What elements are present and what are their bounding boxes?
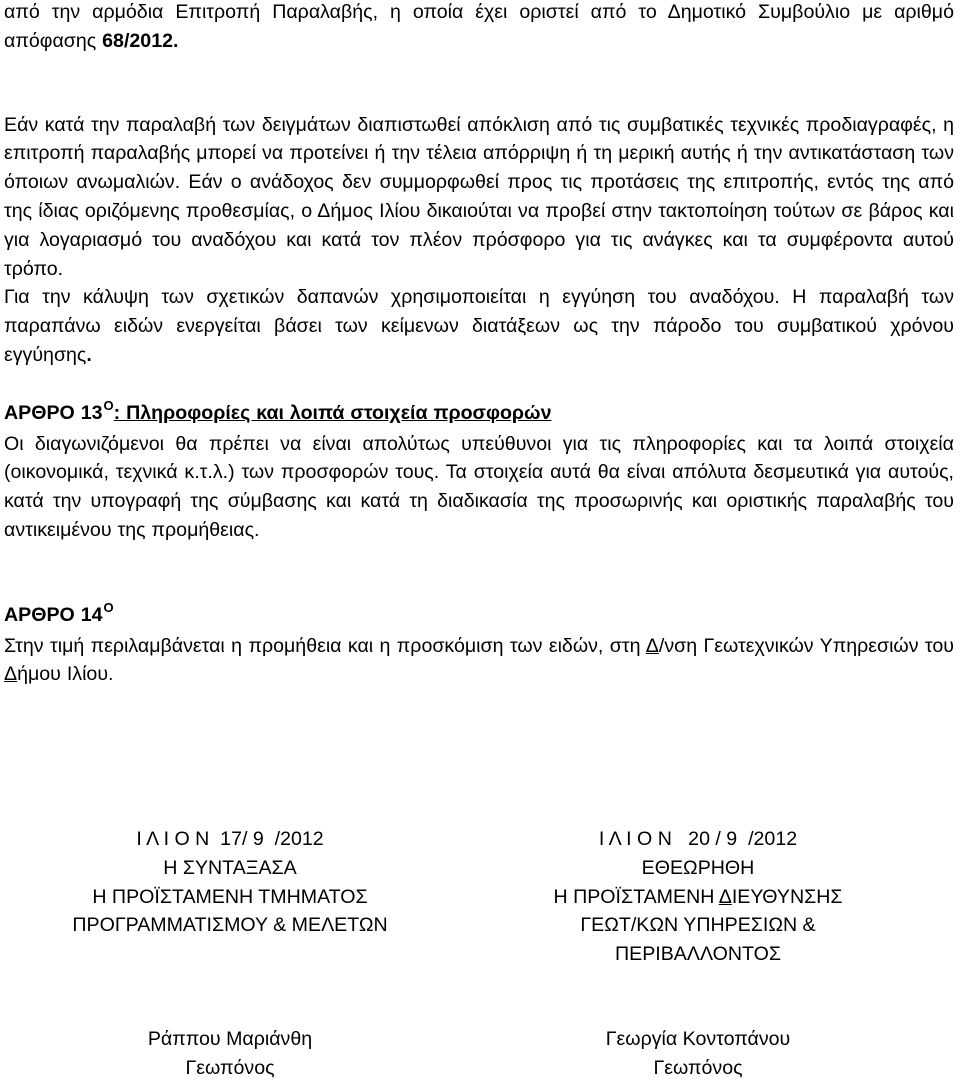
signature-left-title1: Η ΠΡΟΪΣΤΑΜΕΝΗ ΤΜΗΜΑΤΟΣ [92,885,368,908]
article14-underlined-d2: Δ [4,663,18,686]
article13-title: : Πληροφορίες και λοιπά στοιχεία προσφορών [113,401,552,424]
signature-right-title1 [478,883,918,912]
signatory-left [10,1025,450,1083]
payment-text: Για την κάλυψη των σχετικών δαπανών χρησιμοποιείται η εγγύηση του αναδόχου. Η παραλαβή των παραπάνω ειδών ενεργείται βάσει των κείμενων διατάξεων ως την πάροδο του συμβατικού χρόνου εγγύησης [4,286,954,366]
article13-heading [4,399,954,430]
signature-left-title2: ΠΡΟΓΡΑΜΜΑΤΙΣΜΟΥ & ΜΕΛΕΤΩΝ [72,914,388,937]
signature-left-date: Ι Λ Ι Ο Ν 17/ 9 /2012 [136,828,324,850]
signatory-right-profession: Γεωπόνος [653,1056,743,1079]
opening-text: από την αρμόδια Επιτροπή Παραλαβής, η οποία έχει οριστεί από το Δημοτικό Συμβούλιο με αριθμό απόφασης [4,1,954,52]
signature-right-role: ΕΘΕΩΡΗΘΗ [641,856,755,879]
signatory-right [478,1025,918,1083]
article14-underlined-d: Δ [645,634,659,657]
article14-prefix: ΑΡΘΡΟ 14 [4,603,103,626]
article14-ordinal: Ο [103,599,114,615]
signatory-left-name: Ράππου Μαριάνθη [147,1028,313,1050]
signature-right [478,825,918,969]
article13-body: Οι διαγωνιζόμενοι θα πρέπει να είναι απολύτως υπεύθυνοι για τις πληροφορίες και τα λοιπά στοιχεία (οικονομικά, τεχνικά κ.τ.λ.) των προσφορών τους. Τα στοιχεία αυτά θα είναι απόλυτα δεσμευτικά για αυτούς, κατά την υπογραφή της σύμβασης και κατά τη διαδικασία της προσωρινής και οριστικής παραλαβής του αντικειμένου της προμήθειας. [4,432,954,541]
article14-body-end: ήμου Ιλίου. [17,663,114,686]
signature-left [10,825,450,940]
opening-paragraph [4,0,954,56]
article13-prefix: ΑΡΘΡΟ 13 [4,401,103,424]
article14-heading [4,601,954,632]
payment-paragraph [4,283,954,369]
article13-ordinal: Ο [103,397,114,413]
decision-number: 68/2012. [102,29,179,52]
acceptance-paragraph: Εάν κατά την παραλαβή των δειγμάτων διαπιστωθεί απόκλιση από τις συμβατικές τεχνικές προδιαγραφές, η επιτροπή παραλαβής μπορεί να προτείνει ή την τέλεια απόρριψη ή τη μερική αυτής ή την αντικατάσταση των όποιων ανωμαλιών. Εάν ο ανάδοχος δεν συμμορφωθεί προς τις προτάσεις της επιτροπής, εντός της από της ίδιας οριζόμενης προθεσμίας, ο Δήμος Ιλίου δικαιούται να προβεί στην τακτοποίηση τούτων σε βάρος και για λογαριασμό του αναδόχου και κατά τον πλέον πρόσφορο για τις ανάγκες και τα συμφέροντα αυτού τρόπο. [4,113,954,280]
signatory-left-profession: Γεωπόνος [185,1056,275,1079]
signature-right-title1-after: ΙΕΥΘΥΝΣΗΣ [731,885,843,908]
signature-right-title3: ΠΕΡΙΒΑΛΛΟΝΤΟΣ [615,943,781,966]
signature-right-title2: ΓΕΩΤ/ΚΩΝ ΥΠΗΡΕΣΙΩΝ & [580,914,816,937]
signature-left-role: Η ΣΥΝΤΑΞΑΣΑ [163,856,297,879]
article14-body-after: /νση Γεωτεχνικών Υπηρεσιών του [658,634,954,657]
signatures-section [0,825,960,1085]
signature-right-title1-underlined: Δ [718,885,732,908]
payment-end-mark: . [86,343,92,366]
signature-right-title1-before: Η ΠΡΟΪΣΤΑΜΕΝΗ [553,885,719,908]
document-page [4,0,954,689]
signature-right-date: Ι Λ Ι Ο Ν 20 / 9 /2012 [598,828,798,850]
signatory-right-name: Γεωργία Κοντοπάνου [605,1028,791,1050]
article14-body [4,632,954,690]
article14-body-before: Στην τιμή περιλαμβάνεται η προμήθεια και η προσκόμιση των ειδών, στη [4,634,646,657]
